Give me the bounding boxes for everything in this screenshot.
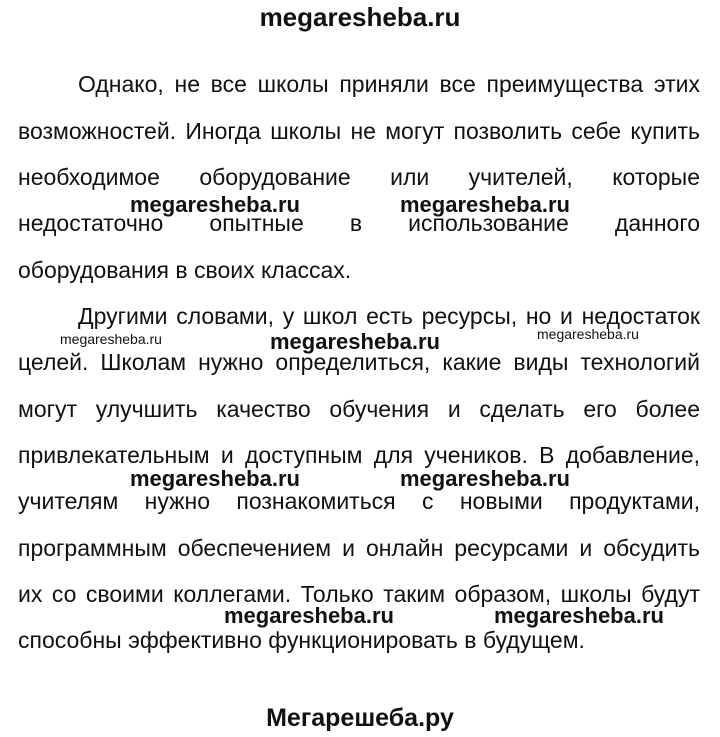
text-line-1: Однако, не все школы приняли все преимущества этих bbox=[78, 71, 700, 97]
text-line-8: могут улучшить качество обучения и сделать его более bbox=[18, 396, 700, 422]
watermark: megaresheba.ru bbox=[400, 192, 570, 217]
text-line-2: возможностей. Иногда школы не могут позволить себе купить bbox=[18, 118, 700, 144]
site-header: megaresheba.ru bbox=[259, 2, 461, 32]
watermark: megaresheba.ru bbox=[224, 603, 394, 628]
text-line-6: Другими словами, у школ есть ресурсы, но и недостаток bbox=[78, 303, 700, 329]
watermark-small: megaresheba.ru bbox=[60, 331, 162, 347]
watermark: megaresheba.ru bbox=[130, 192, 300, 217]
watermark-small: megaresheba.ru bbox=[537, 326, 639, 342]
watermark: megaresheba.ru bbox=[400, 466, 570, 491]
text-line-7: целей. Школам нужно определиться, какие виды технологий bbox=[18, 349, 700, 375]
text-line-9: привлекательным и доступным для учеников. В добавление, bbox=[18, 442, 700, 468]
watermark: megaresheba.ru bbox=[130, 466, 300, 491]
text-line-11: программным обеспечением и онлайн ресурсами и обсудить bbox=[18, 535, 700, 561]
text-line-13: способны эффективно функционировать в будущем. bbox=[18, 627, 585, 653]
text-line-4: недостаточно опытные в использование данного bbox=[18, 210, 700, 236]
watermark: megaresheba.ru bbox=[270, 329, 440, 354]
text-line-10: учителям нужно познакомиться с новыми продуктами, bbox=[18, 488, 700, 514]
site-footer: Мегарешеба.ру bbox=[266, 704, 454, 732]
text-line-3: необходимое оборудование или учителей, которые bbox=[18, 164, 700, 190]
text-line-12: их со своими коллегами. Только таким образом, школы будут bbox=[18, 581, 700, 607]
text-line-5: оборудования в своих классах. bbox=[18, 257, 352, 283]
watermark: megaresheba.ru bbox=[494, 603, 664, 628]
